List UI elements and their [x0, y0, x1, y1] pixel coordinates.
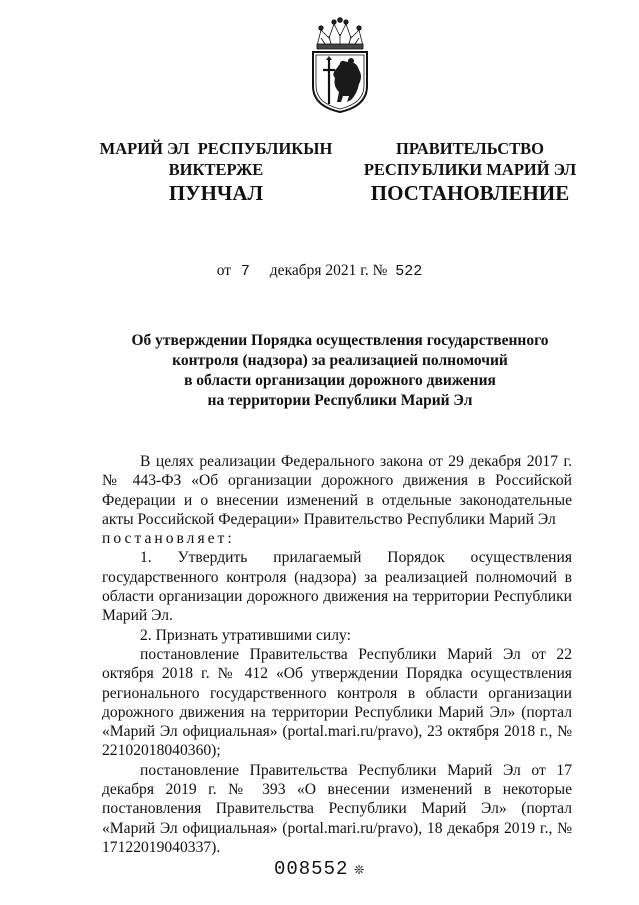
title-line: Об утверждении Порядка осуществления государственного: [131, 332, 549, 349]
header-left-line2: ВИКТЕРЖЕ: [168, 160, 264, 179]
header-right-doc-type: ПОСТАНОВЛЕНИЕ: [370, 181, 570, 205]
title-line: в области организации дорожного движения: [184, 372, 496, 389]
footer-serial: [0, 858, 639, 880]
resolves-word: постановляет:: [102, 530, 235, 548]
title-line: на территории Республики Марий Эл: [207, 392, 473, 409]
snowflake-icon: ❊: [354, 861, 366, 879]
document-number: 522: [395, 263, 423, 280]
coat-of-arms-icon: [307, 16, 373, 114]
item-2: 2. Признать утратившими силу:: [140, 626, 351, 644]
header-right: [352, 138, 588, 180]
header-left: [92, 138, 340, 180]
date-line: [0, 262, 639, 280]
item-1: 1. Утвердить прилагаемый Порядок осуществления государственного контроля (надзора) за реализацией полномочий в области организации дорожного движения на территории Республики Марий Эл.: [102, 549, 572, 625]
title-line: контроля (надзора) за реализацией полномочий: [172, 352, 508, 369]
repealed-act-1: постановление Правительства Республики Марий Эл от 22 октября 2018 г. № 412 «Об утверждении Порядка осуществления регионального государственного контроля в области организации дорожного движения на территории Республики Марий Эл» (портал «Марий Эл официальная» (portal.mari.ru/pravo), 23 октября 2018 г., № 22102018040360);: [102, 645, 572, 760]
date-prefix: от: [216, 262, 232, 279]
document-title: [100, 331, 580, 411]
intro-paragraph: В целях реализации Федерального закона от 29 декабря 2017 г. № 443-ФЗ «Об организации дорожного движения в Российской Федерации и о внесении изменений в отдельные законодательные акты Российской Федерации» Правительство Республики Марий Эл: [102, 453, 572, 528]
repealed-act-2: постановление Правительства Республики Марий Эл от 17 декабря 2019 г. № 393 «О внесении изменений в некоторые постановления Правительства Республики Марий Эл» (портал «Марий Эл официальная» (portal.mari.ru/pravo), 18 декабря 2019 г., № 17122019040337).: [102, 761, 572, 856]
serial-number: 008552: [273, 858, 349, 880]
date-day: 7: [240, 263, 250, 280]
document-body: [102, 452, 572, 857]
header-left-doc-type: ПУНЧАЛ: [168, 181, 264, 205]
header-right-line2: РЕСПУБЛИКИ МАРИЙ ЭЛ: [363, 160, 577, 179]
date-month-year: декабря 2021 г. №: [269, 262, 388, 279]
header-right-line1: ПРАВИТЕЛЬСТВО: [396, 139, 544, 158]
header-left-line1: МАРИЙ ЭЛ РЕСПУБЛИКЫН: [99, 139, 333, 158]
